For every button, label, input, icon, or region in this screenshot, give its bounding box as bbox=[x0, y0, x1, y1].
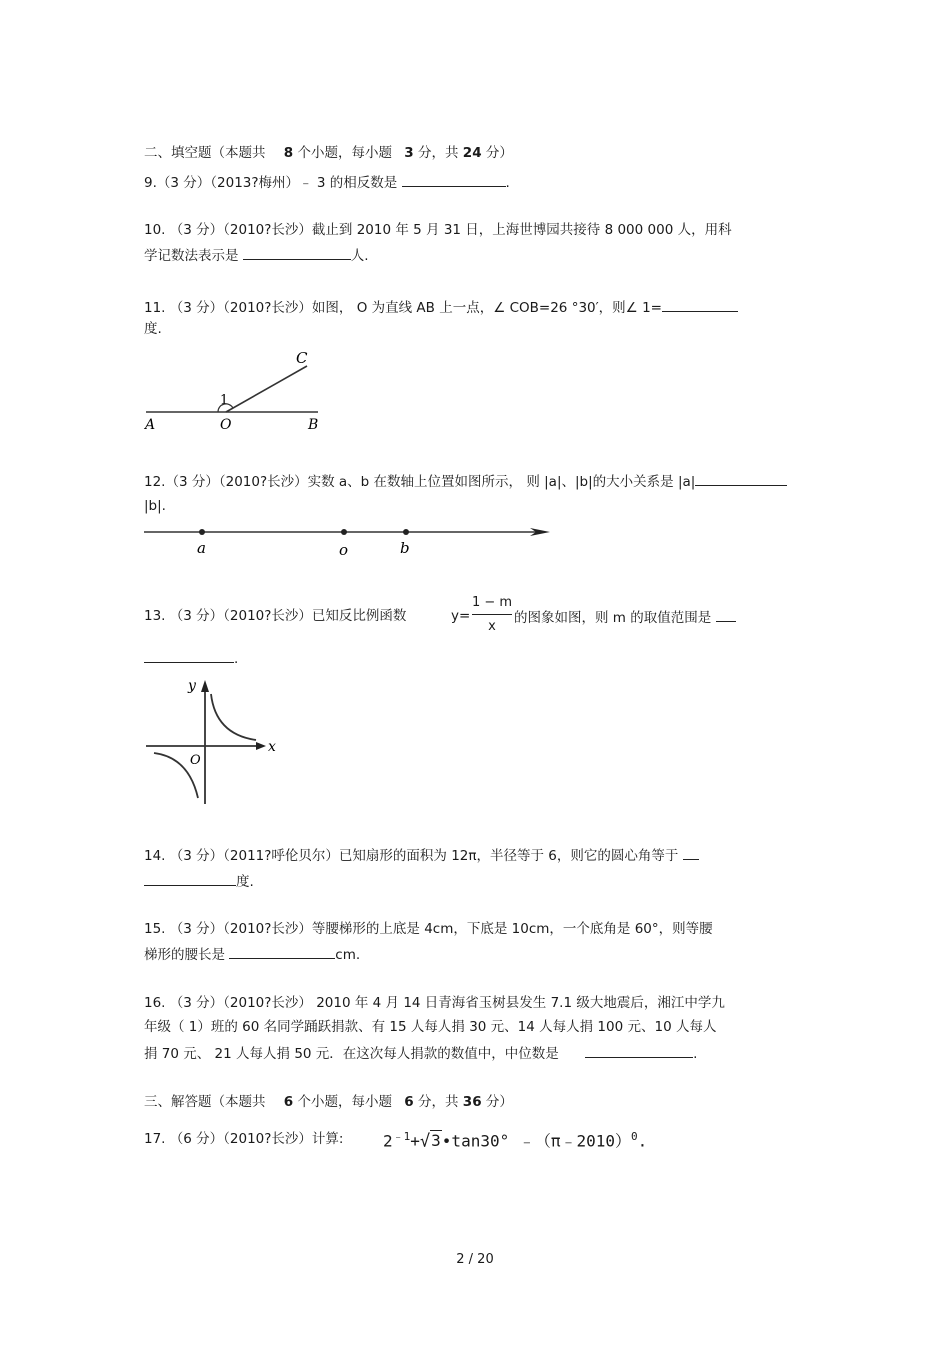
question-12-line-2: |b|. bbox=[144, 498, 166, 514]
question-15-line-1: 15. （3 分）（2010?长沙）等腰梯形的上底是 4cm，下底是 10cm，一个底角是 60°，则等腰 bbox=[144, 921, 713, 937]
question-15-line-2: 梯形的腰长是 cm. bbox=[144, 944, 360, 964]
answer-blank bbox=[144, 871, 236, 886]
answer-blank bbox=[695, 471, 787, 486]
y-axis-arrow bbox=[201, 680, 209, 692]
question-12-line-1: 12.（3 分）（2010?长沙）实数 a、b 在数轴上位置如图所示， 则 |a|、|b|的大小关系是 |a| bbox=[144, 471, 787, 491]
label-y: y bbox=[188, 678, 196, 694]
angle-figure bbox=[140, 346, 330, 436]
question-10-line-2: 学记数法表示是 人. bbox=[144, 245, 369, 265]
question-14-line-2: 度. bbox=[144, 871, 254, 891]
question-14-line-1: 14. （3 分）（2011?呼伦贝尔）已知扇形的面积为 12π，半径等于 6，则它的圆心角等于 bbox=[144, 845, 699, 865]
question-11-line-2: 度. bbox=[144, 321, 162, 337]
label-a: a bbox=[197, 539, 206, 557]
answer-blank bbox=[585, 1043, 693, 1058]
label-b: b bbox=[400, 539, 410, 557]
answer-blank-start bbox=[716, 607, 736, 622]
hyperbola-figure bbox=[144, 672, 284, 807]
section-2-header: 二、填空题（本题共 8 个小题，每小题 3 分，共 24 分） bbox=[144, 145, 513, 161]
answer-blank bbox=[402, 172, 506, 187]
page-number: 2 / 20 bbox=[456, 1252, 494, 1267]
question-16-line-2: 年级（ 1）班的 60 名同学踊跃捐款、有 15 人每人捐 30 元、14 人每人捐 100 元、10 人每人 bbox=[144, 1019, 717, 1035]
point-o bbox=[341, 529, 347, 535]
label-angle-1: 1 bbox=[220, 393, 229, 408]
question-13-line-1-suffix: 的图象如图，则 m 的取值范围是 bbox=[514, 607, 736, 627]
section-3-header: 三、解答题（本题共 6 个小题，每小题 6 分，共 36 分） bbox=[144, 1094, 513, 1110]
question-13-line-2: . bbox=[144, 648, 238, 668]
x-axis-arrow bbox=[256, 742, 266, 750]
answer-blank-start bbox=[683, 845, 699, 860]
label-b: B bbox=[308, 417, 319, 433]
question-11-line-1: 11. （3 分）（2010?长沙）如图， O 为直线 AB 上一点，∠ COB=26 °30′，则∠ 1= bbox=[144, 297, 738, 317]
fraction-bar bbox=[472, 614, 512, 615]
function-y-equals: y= bbox=[451, 608, 471, 624]
label-origin: O bbox=[190, 753, 201, 768]
answer-blank bbox=[229, 944, 335, 959]
question-9: 9.（3 分）（2013?梅州）﹣ 3 的相反数是 . bbox=[144, 172, 510, 192]
fraction-denominator: x bbox=[488, 619, 496, 634]
point-b bbox=[403, 529, 409, 535]
question-13-line-1: 13. （3 分）（2010?长沙）已知反比例函数 bbox=[144, 608, 407, 624]
label-x: x bbox=[268, 739, 276, 755]
point-a bbox=[199, 529, 205, 535]
label-o: o bbox=[339, 541, 349, 559]
question-10-line-1: 10. （3 分）（2010?长沙）截止到 2010 年 5 月 31 日，上海世博园共接待 8 000 000 人，用科 bbox=[144, 222, 732, 238]
label-o: O bbox=[220, 417, 232, 433]
label-c: C bbox=[296, 349, 308, 367]
label-a: A bbox=[145, 417, 156, 433]
hyperbola-branch-1 bbox=[211, 694, 256, 740]
question-17: 17. （6 分）（2010?长沙）计算: bbox=[144, 1131, 344, 1147]
question-16-line-1: 16. （3 分）（2010?长沙） 2010 年 4 月 14 日青海省玉树县发生 7.1 级大地震后，湘江中学九 bbox=[144, 995, 725, 1011]
number-line-figure bbox=[144, 520, 554, 560]
answer-blank bbox=[662, 297, 738, 312]
q17-formula: $2^{﹣1}+√3•\tan 30^\circ$ ﹣（π﹣2010）$^0$. bbox=[383, 1130, 648, 1152]
sqrt-sign: √ bbox=[419, 1131, 431, 1152]
fraction-numerator: 1 − m bbox=[471, 595, 513, 610]
answer-blank bbox=[144, 648, 234, 663]
question-16-line-3: 捐 70 元、 21 人每人捐 50 元．在这次每人捐款的数值中，中位数是 . bbox=[144, 1043, 697, 1063]
answer-blank bbox=[243, 245, 351, 260]
ray-oc bbox=[226, 366, 307, 412]
